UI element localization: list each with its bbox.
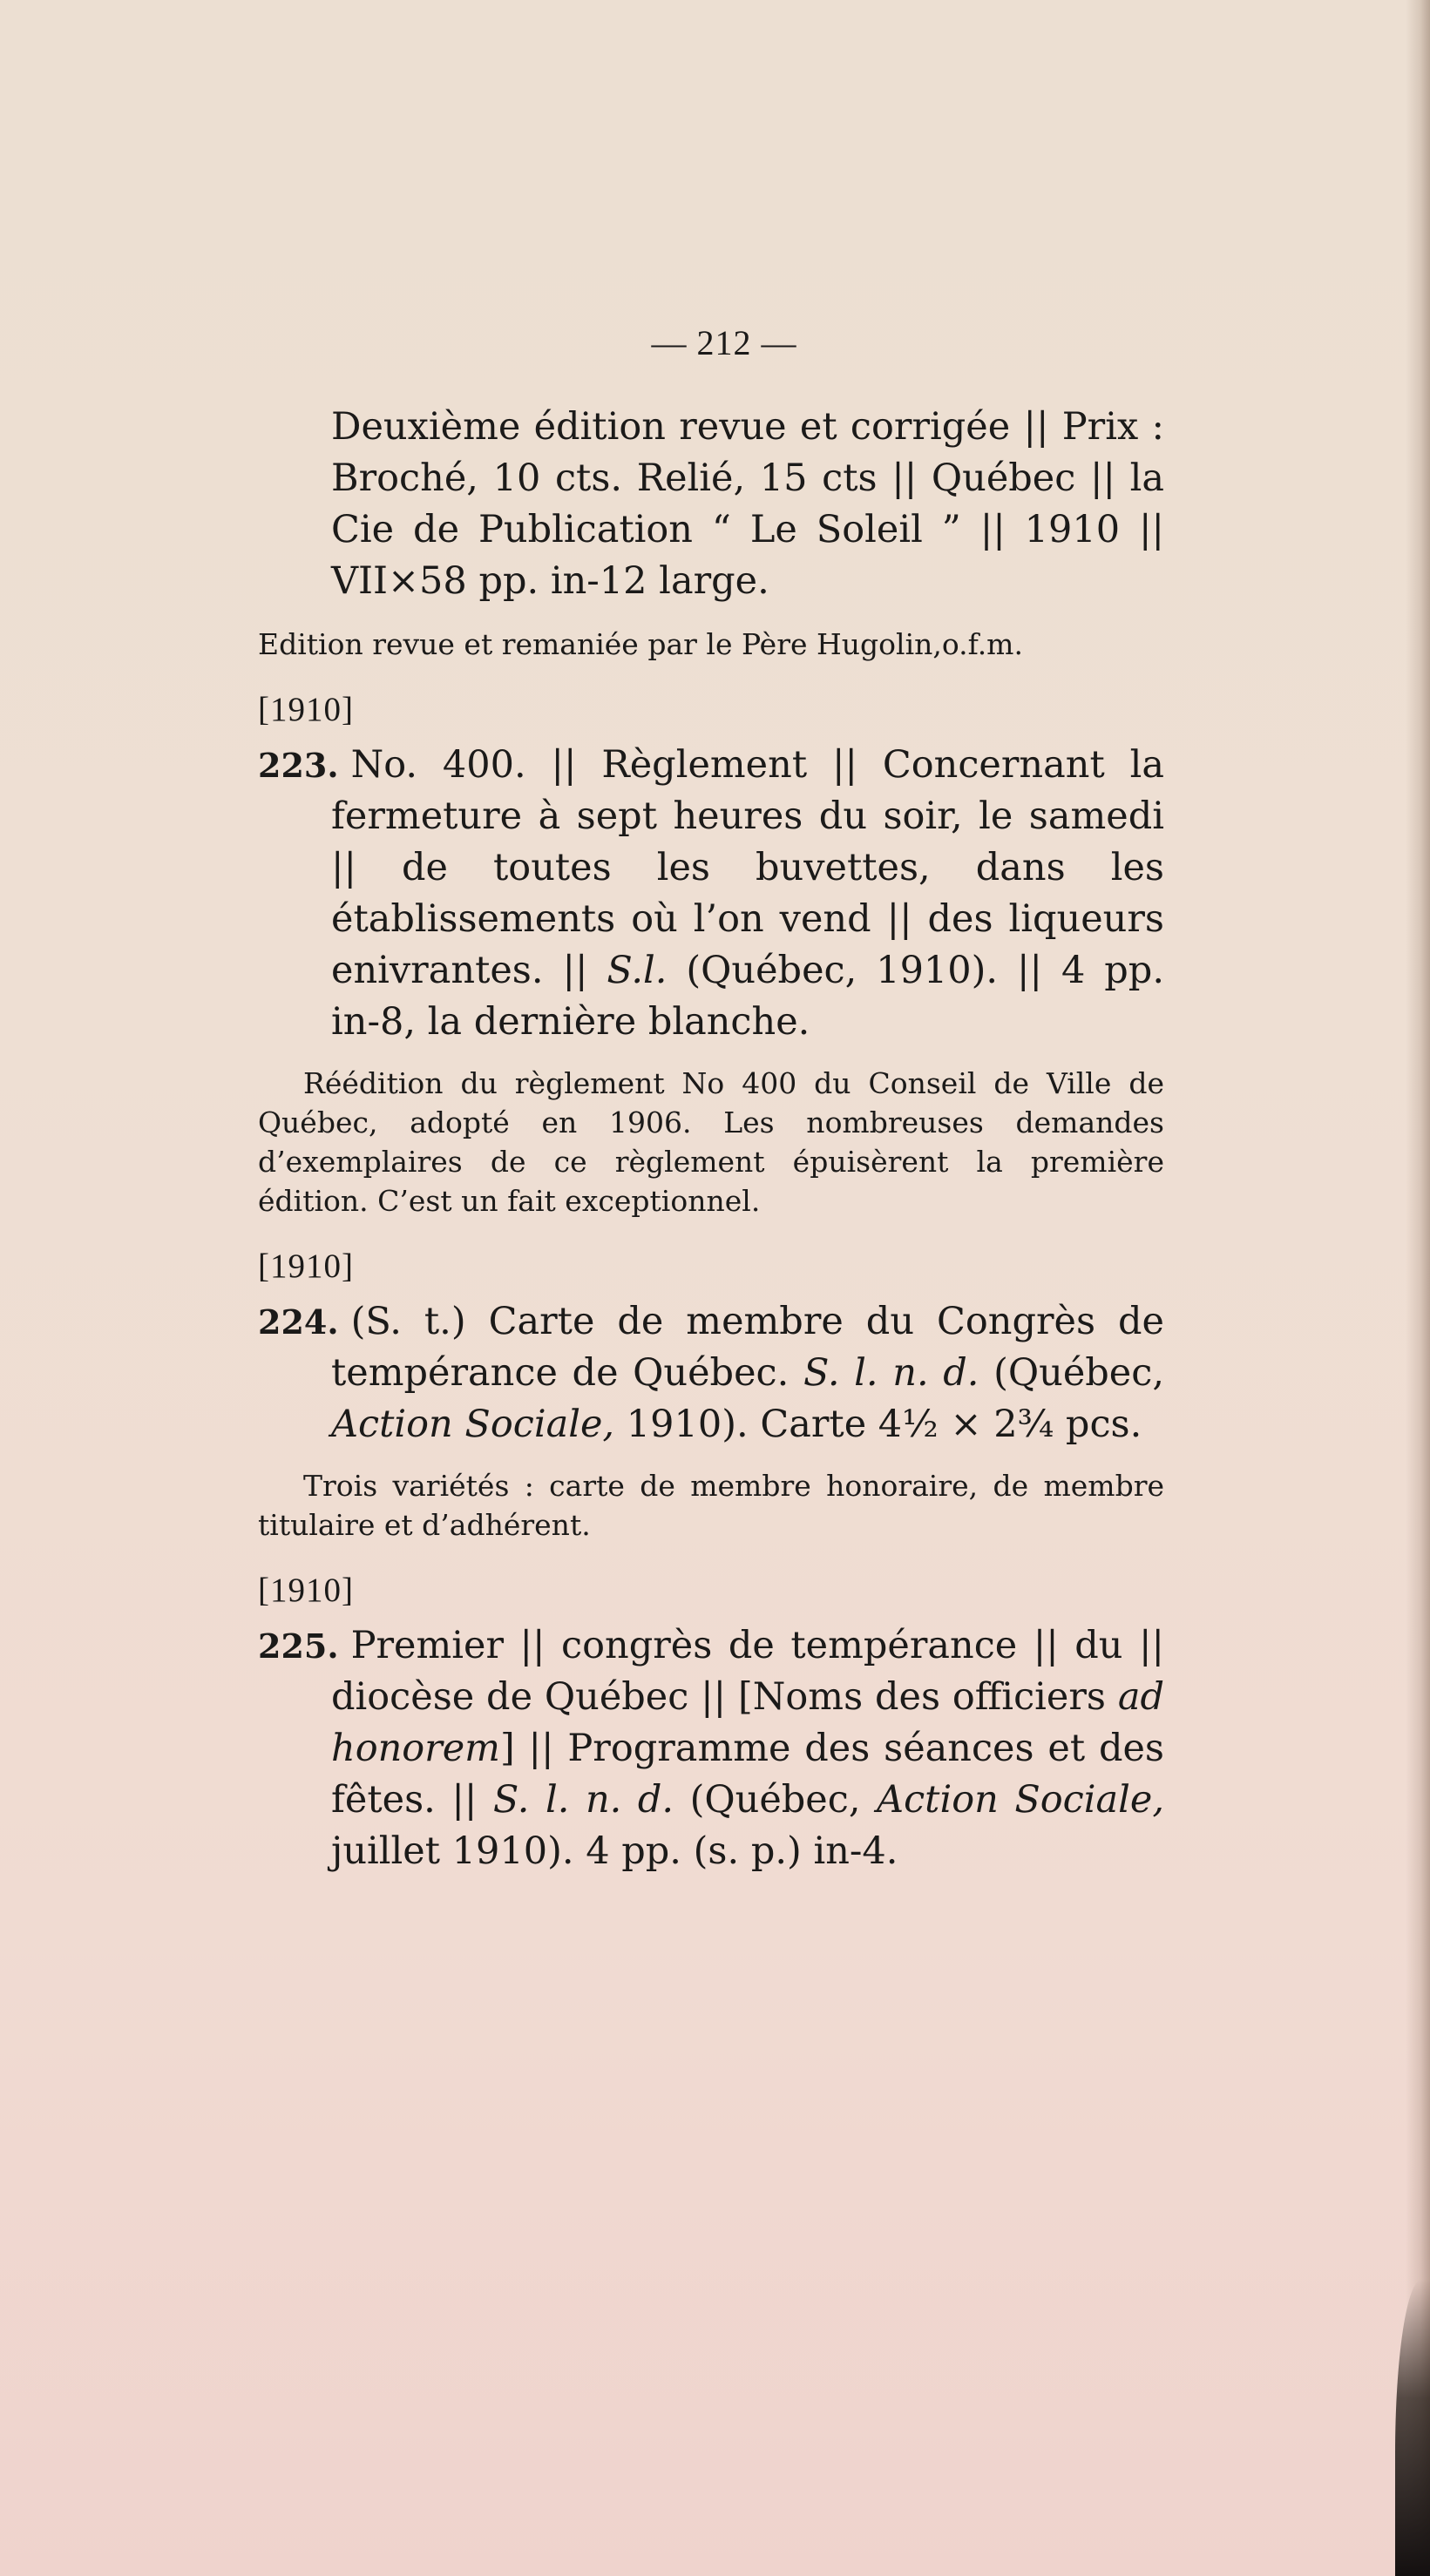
entry-year: [1910] bbox=[258, 1572, 354, 1609]
entry-text: ] || Programme des séances et des fêtes. || bbox=[331, 1727, 1164, 1822]
entry-text: juillet 1910). 4 pp. (s. p.) in-4. bbox=[331, 1829, 898, 1873]
page-edge-shadow bbox=[1406, 0, 1430, 2576]
entry-225 bbox=[258, 1620, 1164, 1877]
intro-entry-text: Deuxième édition revue et corrigée || Prix : Broché, 10 cts. Relié, 15 cts || Québec || la Cie de Publication “ Le Soleil ” || 1910 || VII×58 pp. in-12 large. bbox=[331, 405, 1164, 603]
entry-text-italic: ad honorem bbox=[331, 1675, 1164, 1770]
entry-text: (S. t.) Carte de membre du Congrès de tempérance de Québec. bbox=[331, 1300, 1164, 1395]
entry-note: Trois variétés : carte de membre honoraire, de membre titulaire et d’adhérent. bbox=[258, 1469, 1164, 1542]
entry-223 bbox=[258, 740, 1164, 1048]
entry-text: No. 400. || Règlement || Concernant la fermeture à sept heures du soir, le samedi || de toutes les buvettes, dans les établissements où l’on vend || des liqueurs enivrantes. || bbox=[331, 743, 1164, 992]
book-page bbox=[258, 322, 1164, 1877]
entry-text: (Québec, bbox=[979, 1351, 1165, 1395]
entry-text: Premier || congrès de tempérance || du || diocèse de Québec || [Noms des officiers bbox=[331, 1624, 1164, 1719]
page-number: — 212 — bbox=[651, 323, 797, 362]
entry-year: [1910] bbox=[258, 691, 354, 728]
entry-text: (Québec, bbox=[674, 1778, 878, 1822]
entry-note: Réédition du règlement No 400 du Conseil de Ville de Québec, adopté en 1906. Les nombreuses demandes d’exemplaires de ce règlement épuisèrent la première édition. C’est un fait exceptionnel. bbox=[258, 1066, 1164, 1218]
entry-text-italic: S. l. n. d. bbox=[803, 1351, 979, 1395]
entry-224 bbox=[258, 1296, 1164, 1450]
entry-number: 224. bbox=[258, 1302, 339, 1342]
entry-text-italic: S. l. n. d. bbox=[492, 1778, 674, 1822]
entry-text-italic: Action Sociale, bbox=[331, 1403, 615, 1446]
intro-note: Edition revue et remaniée par le Père Hugolin,o.f.m. bbox=[258, 627, 1023, 661]
entry-text-italic: Action Sociale, bbox=[877, 1778, 1165, 1822]
entry-text-italic: S.l. bbox=[607, 949, 668, 992]
entry-number: 223. bbox=[258, 746, 339, 785]
entry-number: 225. bbox=[258, 1626, 339, 1666]
page-corner-shadow bbox=[1395, 2280, 1430, 2576]
entry-text: (Québec, 1910). || 4 pp. in-8, la dernière blanche. bbox=[331, 949, 1164, 1044]
entry-year: [1910] bbox=[258, 1247, 354, 1285]
entry-text: 1910). Carte 4½ × 2¾ pcs. bbox=[614, 1403, 1142, 1446]
